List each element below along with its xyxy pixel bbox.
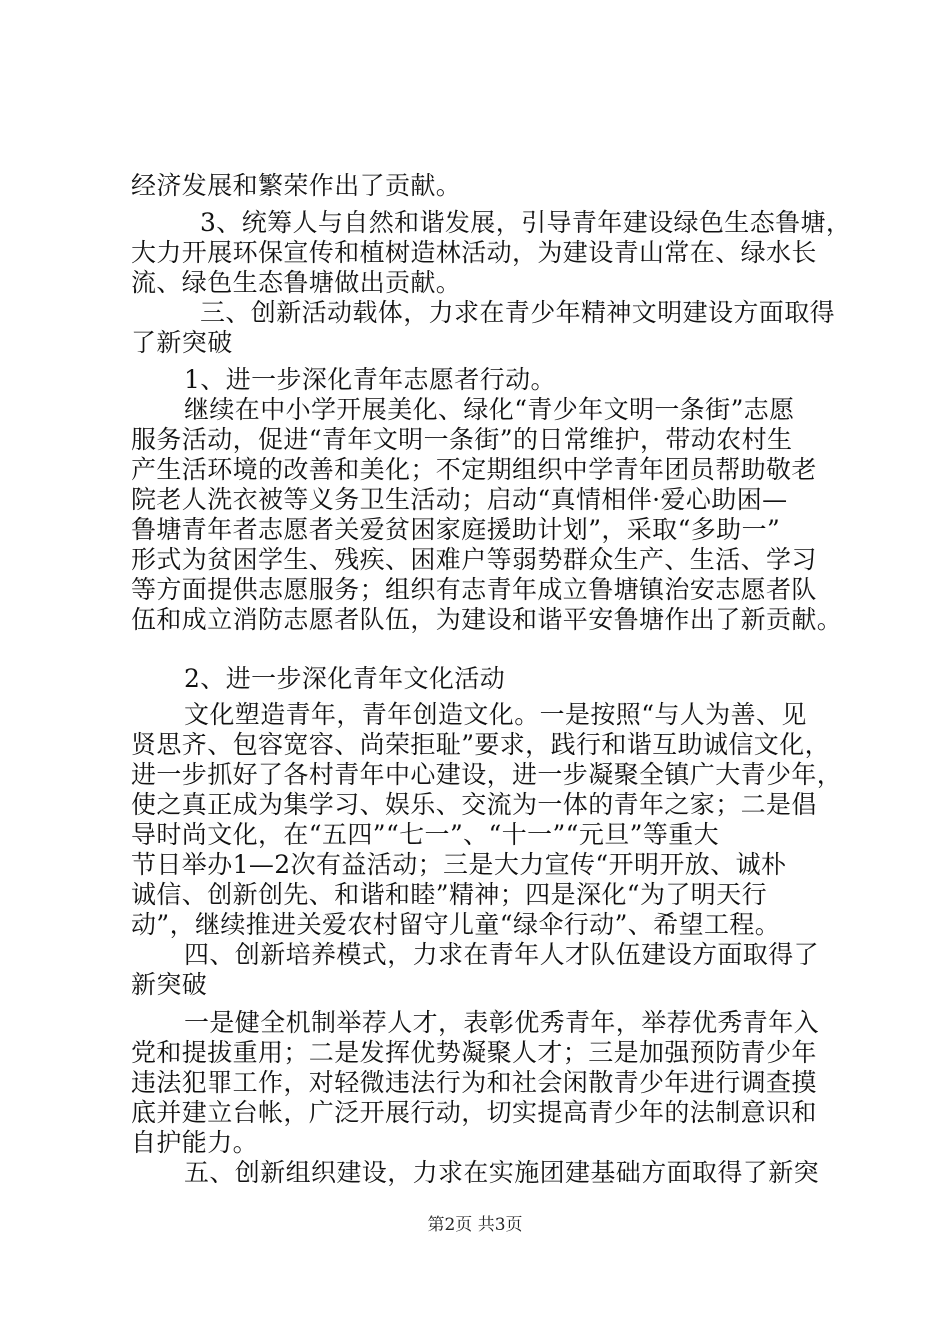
subsection-heading: 2、进一步深化青年文化活动 [184,664,506,693]
text-line: 等方面提供志愿服务；组织有志青年成立鲁塘镇治安志愿者队 [131,575,817,604]
text-line: 节日举办1—2次有益活动；三是大力宣传“开明开放、诚朴 [131,850,787,879]
section-heading: 三、创新活动载体，力求在青少年精神文明建设方面取得 [200,298,836,327]
text-line: 大力开展环保宣传和植树造林活动，为建设青山常在、绿水长 [131,238,817,267]
text-line: 党和提拔重用；二是发挥优势凝聚人才；三是加强预防青少年 [131,1038,817,1067]
text-line: 自护能力。 [131,1128,259,1157]
text-line: 伍和成立消防志愿者队伍，为建设和谐平安鲁塘作出了新贡献。 [131,605,843,634]
section-heading: 五、创新组织建设，力求在实施团建基础方面取得了新突 [184,1158,820,1187]
text-line: 鲁塘青年者志愿者关爱贫困家庭援助计划”，采取“多助一” [131,515,781,544]
text-line: 动”，继续推进关爱农村留守儿童“绿伞行动”、希望工程。 [131,910,781,939]
text-line: 经济发展和繁荣作出了贡献。 [131,171,462,200]
page-number-footer: 第2页 共3页 [427,1215,523,1235]
text-line: 3、统筹人与自然和谐发展，引导青年建设绿色生态鲁塘， [200,208,852,237]
text-line: 违法犯罪工作，对轻微违法行为和社会闲散青少年进行调查摸 [131,1068,817,1097]
text-line: 继续在中小学开展美化、绿化“青少年文明一条街”志愿 [184,395,795,424]
section-heading: 新突破 [131,970,208,999]
text-line: 诚信、创新创先、和谐和睦”精神；四是深化“为了明天行 [131,880,767,909]
text-line: 形式为贫困学生、残疾、困难户等弱势群众生产、生活、学习 [131,545,817,574]
text-line: 流、绿色生态鲁塘做出贡献。 [131,268,462,297]
text-line: 使之真正成为集学习、娱乐、交流为一体的青年之家；二是倡 [131,790,817,819]
text-line: 一是健全机制举荐人才，表彰优秀青年，举荐优秀青年入 [184,1008,820,1037]
text-line: 产生活环境的改善和美化；不定期组织中学青年团员帮助敬老 [131,455,817,484]
text-line: 底并建立台帐，广泛开展行动，切实提高青少年的法制意识和 [131,1098,817,1127]
text-line: 文化塑造青年，青年创造文化。一是按照“与人为善、见 [184,700,807,729]
section-heading: 四、创新培养模式，力求在青年人才队伍建设方面取得了 [184,940,820,969]
text-line: 进一步抓好了各村青年中心建设，进一步凝聚全镇广大青少年， [131,760,843,789]
subsection-heading: 1、进一步深化青年志愿者行动。 [184,365,556,394]
text-line: 服务活动，促进“青年文明一条街”的日常维护，带动农村生 [131,425,793,454]
text-line: 导时尚文化，在“五四”“七一”、“十一”“元旦”等重大 [131,820,720,849]
text-line: 贤思齐、包容宽容、尚荣拒耻”要求，践行和谐互助诚信文化， [131,730,830,759]
section-heading: 了新突破 [131,328,233,357]
text-line: 院老人洗衣被等义务卫生活动；启动“真情相伴·爱心助困— [131,485,788,514]
